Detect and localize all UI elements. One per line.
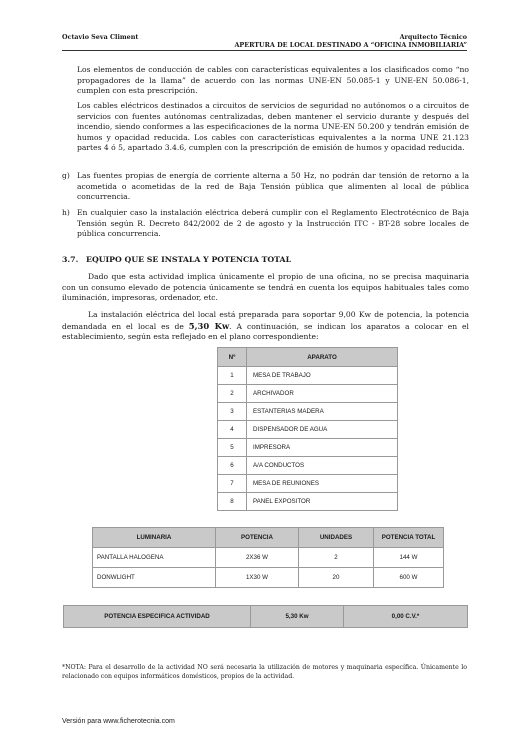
page-header [62,33,467,51]
column-header-power: POTENCIA [216,528,299,548]
row-number: 3 [218,403,247,421]
paragraph-cable-conduits: Los elementos de conducción de cables con características equivalentes a los clasificados como “no propagadores de la llama” de acuerdo con las normas UNE-EN 50.085-1 y UNE-EN 50.086-1, cumplen con esta prescripción. [77,65,469,96]
row-device: A/A CONDUCTOS [247,457,398,475]
luminaire-total: 600 W [374,568,444,588]
paragraph-item-h: En cualquier caso la instalación eléctrica deberá cumplir con el Reglamento Electrotécnico de Baja Tensión según R. Decreto 842/2002 de 2 de agosto y la Instrucción ITC - BT-28 sobre locales de pública concurrencia. [77,208,469,239]
paragraph-safety-cables: Los cables eléctricos destinados a circuitos de servicios de seguridad no autónomos o a circuitos de servicios con fuentes autónomas centralizadas, deben mantener el servicio durante y después del incendio, siendo conformes a las especificaciones de la norma UNE-EN 50.200 y tendrán emisión de humos y opacidad reducida. Los cables con características equivalentes a la norma UNE 21.123 partes 4 ó 5, apartado 3.4.6, cumplen con la prescripción de emisión de humos y opacidad reducida. [77,101,469,153]
table-row [218,385,398,403]
table-row [218,493,398,511]
paragraph-item-g: Las fuentes propias de energía de corriente alterna a 50 Hz, no podrán dar tensión de retorno a la acometida o acometidas de la red de Baja Tensión pública que alimenten al local de pública concurrencia. [77,171,469,202]
table-header-row [93,528,444,548]
table-row [64,606,468,628]
equipment-table [217,347,398,511]
row-number: 4 [218,421,247,439]
row-device: MESA DE REUNIONES [247,475,398,493]
row-number: 7 [218,475,247,493]
column-header-luminaire: LUMINARIA [93,528,216,548]
author-role: Arquitecto Técnico [399,33,467,41]
table-row [93,568,444,588]
column-header-number: Nº [218,348,247,367]
row-device: ESTANTERIAS MADERA [247,403,398,421]
luminaire-units: 2 [299,548,374,568]
paragraph-activity: Dado que esta actividad implica únicamente el propio de una oficina, no se precisa maquinaria con un consumo elevado de potencia únicamente se tendrá en cuenta los equipos habituales tales como iluminación, impresoras, ordenador, etc. [62,272,469,303]
luminaire-power: 2X36 W [216,548,299,568]
luminaire-name: PANTALLA HALOGENA [93,548,216,568]
column-header-units: UNIDADES [299,528,374,548]
luminaire-power: 1X30 W [216,568,299,588]
luminaire-name: DONWLIGHT [93,568,216,588]
list-marker-h: h) [62,208,70,217]
row-number: 8 [218,493,247,511]
table-row [218,439,398,457]
section-title: EQUIPO QUE SE INSTALA Y POTENCIA TOTAL [86,255,292,264]
paragraph-power [62,310,469,343]
row-device: ARCHIVADOR [247,385,398,403]
row-number: 2 [218,385,247,403]
power-text-end: . A continuación, se indican los aparatos a colocar en el establecimiento, según esta reflejado en el plano correspondiente: [62,321,469,342]
summary-label: POTENCIA ESPECIFICA ACTIVIDAD [64,606,251,628]
luminaire-units: 20 [299,568,374,588]
column-header-device: APARATO [247,348,398,367]
row-device: DISPENSADOR DE AGUA [247,421,398,439]
table-row [218,367,398,385]
summary-power-kw: 5,30 Kw [251,606,344,628]
table-row [218,421,398,439]
summary-power-cv: 0,00 C.V.* [344,606,468,628]
row-number: 1 [218,367,247,385]
row-device: PANEL EXPOSITOR [247,493,398,511]
author-name: Octavio Seva Climent [62,33,139,41]
table-row [93,548,444,568]
document-subject: APERTURA DE LOCAL DESTINADO A “OFICINA INMOBILIARIA” [234,41,467,49]
column-header-total-power: POTENCIA TOTAL [374,528,444,548]
table-header-row [218,348,398,367]
power-summary-table [63,605,468,628]
table-row [218,475,398,493]
footnote: *NOTA: Para el desarrollo de la actividad NO será necesaria la utilización de motores y maquinaria específica. Únicamente lo relacionado con equipos informáticos domésticos, propios de la actividad. [62,664,467,680]
list-marker-g: g) [62,171,70,180]
footer-credit: Versión para www.ficherotecnia.com [62,718,175,725]
table-row [218,403,398,421]
lighting-table [92,527,444,588]
table-row [218,457,398,475]
row-device: MESA DE TRABAJO [247,367,398,385]
section-heading [62,255,291,264]
row-device: IMPRESORA [247,439,398,457]
row-number: 6 [218,457,247,475]
power-text-start: La instalación eléctrica del local está preparada para soportar 9,00 Kw de potencia, la potencia demandada en el local es de [62,310,469,331]
row-number: 5 [218,439,247,457]
luminaire-total: 144 W [374,548,444,568]
section-number: 3.7. [62,255,79,264]
power-demand-value: 5,30 Kw [188,320,230,331]
